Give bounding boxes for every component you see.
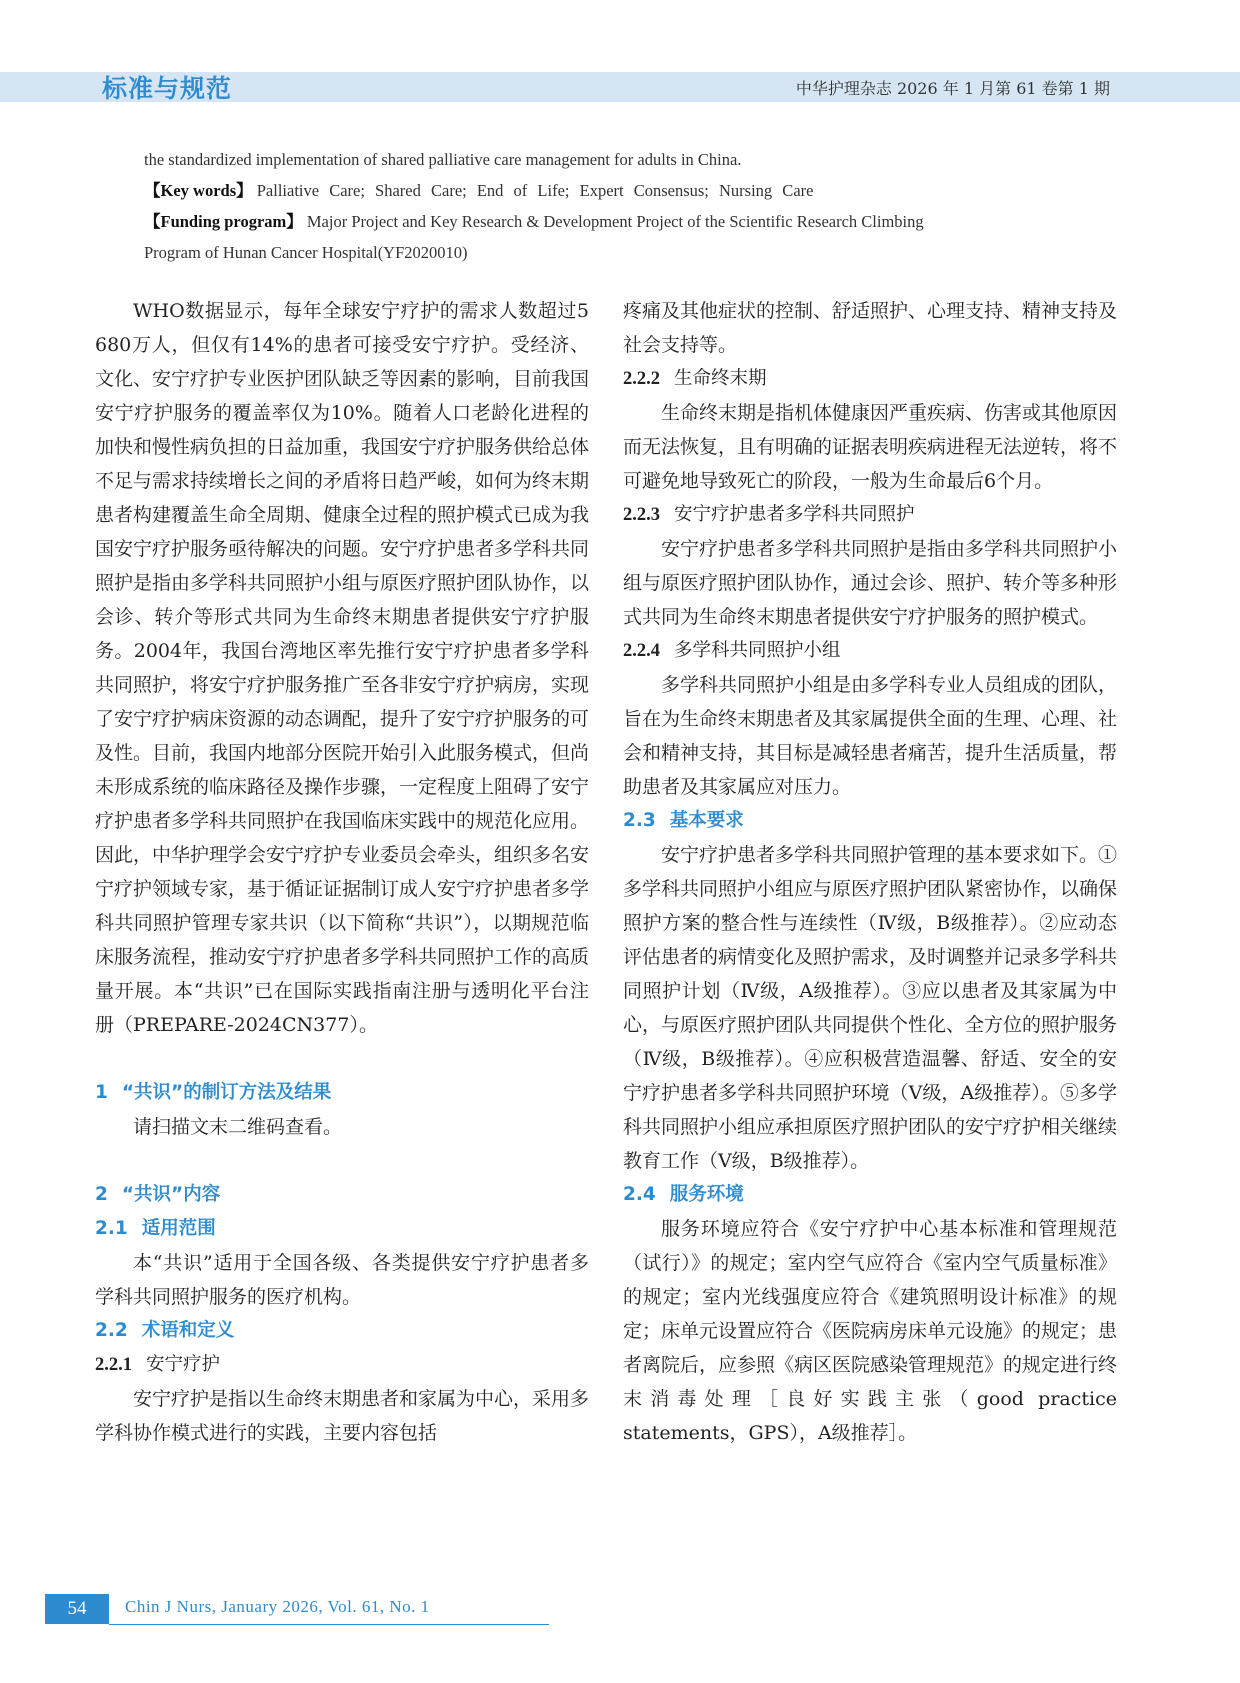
section-2-2-4-text: 多学科共同照护小组是由多学科专业人员组成的团队，旨在为生命终末期患者及其家属提供全面的生理、心理、社会和精神支持，其目标是减轻患者痛苦，提升生活质量，帮助患者及其家属应对压力。: [623, 674, 1118, 798]
keywords-line: [144, 175, 1094, 206]
section-2-1-text: 本“共识”适用于全国各级、各类提供安宁疗护患者多学科共同照护服务的医疗机构。: [95, 1252, 589, 1308]
heading-2-2-2: 2.2.2 生命终末期: [623, 368, 767, 389]
section-1-text: 请扫描文末二维码查看。: [133, 1116, 343, 1138]
section-2-2-2-text: 生命终末期是指机体健康因严重疾病、伤害或其他原因而无法恢复，且有明确的证据表明疾病进程无法逆转，将不可避免地导致死亡的阶段，一般为生命最后6个月。: [623, 402, 1118, 492]
footer-citation: Chin J Nurs, January 2026, Vol. 61, No. 1: [125, 1597, 430, 1616]
heading-2: 2 “共识”内容: [95, 1184, 221, 1205]
section-title: 标准与规范: [102, 74, 233, 103]
abstract-tail: the standardized implementation of shared palliative care management for adults in China.: [144, 150, 742, 169]
funding-line: [144, 206, 1094, 237]
keywords-label: 【Key words】: [144, 181, 253, 200]
intro-paragraph: WHO数据显示，每年全球安宁疗护的需求人数超过5 680万人，但仅有14%的患者可接受安宁疗护。受经济、文化、安宁疗护专业医护团队缺乏等因素的影响，目前我国安宁疗护服务的覆盖率仅为10%。随着人口老龄化进程的加快和慢性病负担的日益加重，我国安宁疗护服务供给总体不足与需求持续增长之间的矛盾将日趋严峻，如何为终末期患者构建覆盖生命全周期、健康全过程的照护模式已成为我国安宁疗护服务亟待解决的问题。安宁疗护患者多学科共同照护是指由多学科共同照护小组与原医疗照护团队协作，以会诊、转介等形式共同为生命终末期患者提供安宁疗护服务。2004年，我国台湾地区率先推行安宁疗护患者多学科共同照护，将安宁疗护服务推广至各非安宁疗护病房，实现了安宁疗护病床资源的动态调配，提升了安宁疗护服务的可及性。目前，我国内地部分医院开始引入此服务模式，但尚未形成系统的临床路径及操作步骤，一定程度上阻碍了安宁疗护患者多学科共同照护在我国临床实践中的规范化应用。因此，中华护理学会安宁疗护专业委员会牵头，组织多名安宁疗护领域专家，基于循证证据制订成人安宁疗护患者多学科共同照护管理专家共识（以下简称“共识”），以期规范临床服务流程，推动安宁疗护患者多学科共同照护工作的高质量开展。本“共识”已在国际实践指南注册与透明化平台注册（PREPARE-2024CN377）。: [95, 300, 590, 1036]
heading-2-2: 2.2 术语和定义: [95, 1320, 235, 1341]
heading-2-2-3: 2.2.3 安宁疗护患者多学科共同照护: [623, 504, 915, 525]
footer-rule: [109, 1624, 549, 1625]
journal-issue: 中华护理杂志 2026 年 1 月第 61 卷第 1 期: [795, 79, 1110, 98]
continued-text: 疼痛及其他症状的控制、舒适照护、心理支持、精神支持及社会支持等。: [623, 300, 1118, 356]
section-2-2-1-text: 安宁疗护是指以生命终末期患者和家属为中心，采用多学科协作模式进行的实践，主要内容包括: [95, 1388, 590, 1444]
english-abstract: [144, 144, 1094, 268]
heading-2-1: 2.1 适用范围: [95, 1218, 216, 1239]
keywords-text: Palliative Care; Shared Care; End of Life; Expert Consensus; Nursing Care: [256, 181, 814, 200]
heading-1: 1 “共识”的制订方法及结果: [95, 1082, 332, 1103]
funding-text-1: Major Project and Key Research & Development Project of the Scientific Research Climbing: [306, 212, 924, 231]
funding-text-2: Program of Hunan Cancer Hospital(YF2020010): [144, 243, 468, 262]
heading-2-2-4: 2.2.4 多学科共同照护小组: [623, 640, 841, 661]
heading-2-4: 2.4 服务环境: [623, 1184, 744, 1205]
section-2-3-text: 安宁疗护患者多学科共同照护管理的基本要求如下。①多学科共同照护小组应与原医疗照护团队紧密协作，以确保照护方案的整合性与连续性（Ⅳ级，B级推荐）。②应动态评估患者的病情变化及照护需求，及时调整并记录多学科共同照护计划（Ⅳ级，A级推荐）。③应以患者及其家属为中心，与原医疗照护团队共同提供个性化、全方位的照护服务（Ⅳ级，B级推荐）。④应积极营造温馨、舒适、安全的安宁疗护患者多学科共同照护环境（Ⅴ级，A级推荐）。⑤多学科共同照护小组应承担原医疗照护团队的安宁疗护相关继续教育工作（Ⅴ级，B级推荐）。: [623, 844, 1118, 1172]
right-column: [623, 294, 1117, 1450]
left-column: [95, 294, 589, 1450]
section-2-4-text: 服务环境应符合《安宁疗护中心基本标准和管理规范（试行）》的规定；室内空气应符合《室内空气质量标准》的规定；室内光线强度应符合《建筑照明设计标准》的规定；床单元设置应符合《医院病房床单元设施》的规定；患者离院后，应参照《病区医院感染管理规范》的规定进行终末消毒处理［良好实践主张（good practice statements，GPS），A级推荐］。: [623, 1218, 1118, 1444]
running-header: [0, 72, 1240, 102]
funding-label: 【Funding program】: [144, 212, 303, 231]
heading-2-2-1: 2.2.1 安宁疗护: [95, 1354, 221, 1375]
page-number: 54: [45, 1594, 109, 1624]
heading-2-3: 2.3 基本要求: [623, 810, 744, 831]
section-2-2-3-text: 安宁疗护患者多学科共同照护是指由多学科共同照护小组与原医疗照护团队协作，通过会诊、照护、转介等多种形式共同为生命终末期患者提供安宁疗护服务的照护模式。: [623, 538, 1118, 628]
